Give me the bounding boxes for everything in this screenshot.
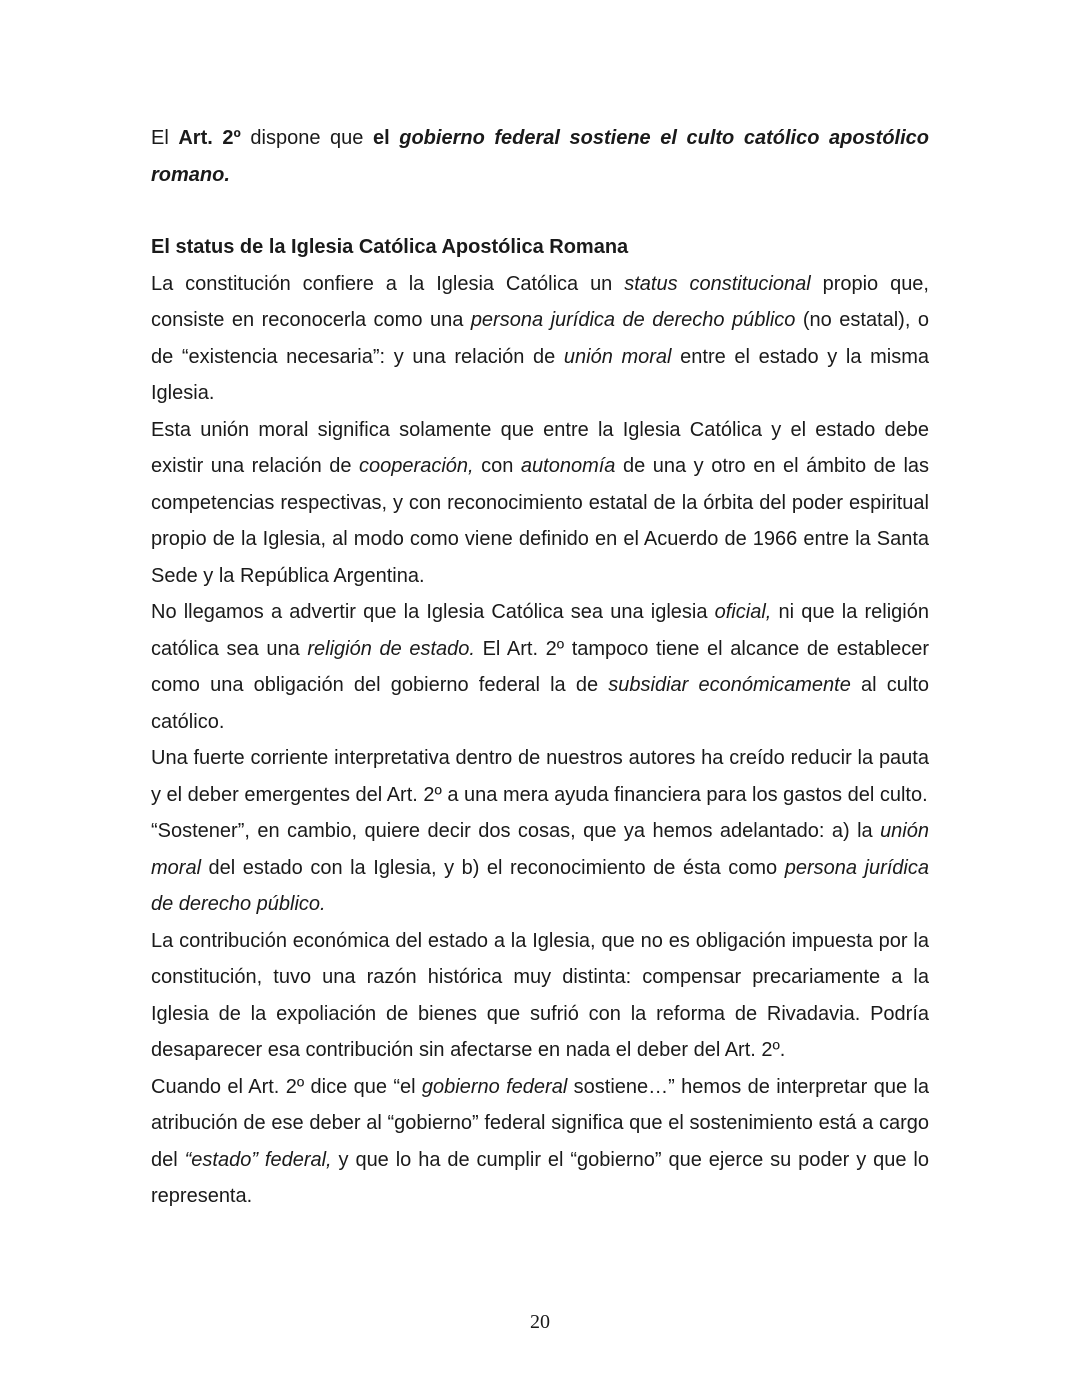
paragraph-iglesia-oficial: No llegamos a advertir que la Iglesia Católica sea una iglesia oficial, ni que la religión católica sea una religión de estado. El Art. 2º tampoco tiene el alcance de establecer como una obligación del gobierno federal la de subsidiar económicamente al culto católico.: [151, 601, 930, 733]
paragraph-sostener: “Sostener”, en cambio, quiere decir dos cosas, que ya hemos adelantado: a) la unión moral del estado con la Iglesia, y b) el reconocimiento de ésta como persona jurídica de derecho público.: [151, 820, 929, 915]
paragraph-art-2: El Art. 2º dispone que el gobierno federal sostiene el culto católico apostólico romano.: [151, 127, 929, 186]
section-heading: El status de la Iglesia Católica Apostólica Romana: [151, 236, 629, 258]
paragraph-union-moral: Esta unión moral significa solamente que entre la Iglesia Católica y el estado debe existir una relación de cooperación, con autonomía de una y otro en el ámbito de las competencias respectivas, y con reconocimiento estatal de la órbita del poder espiritual propio de la Iglesia, al modo como viene definido en el Acuerdo de 1966 entre la Santa Sede y la República Argentina.: [151, 418, 930, 587]
paragraph-contribucion: La contribución económica del estado a la Iglesia, que no es obligación impuesta por la constitución, tuvo una razón histórica muy distinta: compensar precariamente a la Iglesia de la expoliación de bienes que sufrió con la reforma de Rivadavia. Podría desaparecer esa contribución sin afectarse en nada el deber del Art. 2º.: [151, 929, 929, 1061]
paragraph-gobierno-federal: Cuando el Art. 2º dice que “el gobierno federal sostiene…” hemos de interpretar que la atribución de ese deber al “gobierno” federal significa que el sostenimiento está a cargo del “estado” federal, y que lo ha de cumplir el “gobierno” que ejerce su poder y que lo representa.: [151, 1075, 930, 1207]
page-number: 20: [530, 1311, 550, 1333]
paragraph-spacer: [151, 193, 929, 229]
document-body: [151, 120, 929, 1215]
paragraph-status: La constitución confiere a la Iglesia Católica un status constitucional propio que, consiste en reconocerla como una persona jurídica de derecho público (no estatal), o de “existencia necesaria”: y una relación de unión moral entre el estado y la misma Iglesia.: [151, 272, 930, 404]
paragraph-corriente: Una fuerte corriente interpretativa dentro de nuestros autores ha creído reducir la pauta y el deber emergentes del Art. 2º a una mera ayuda financiera para los gastos del culto.: [151, 747, 929, 806]
